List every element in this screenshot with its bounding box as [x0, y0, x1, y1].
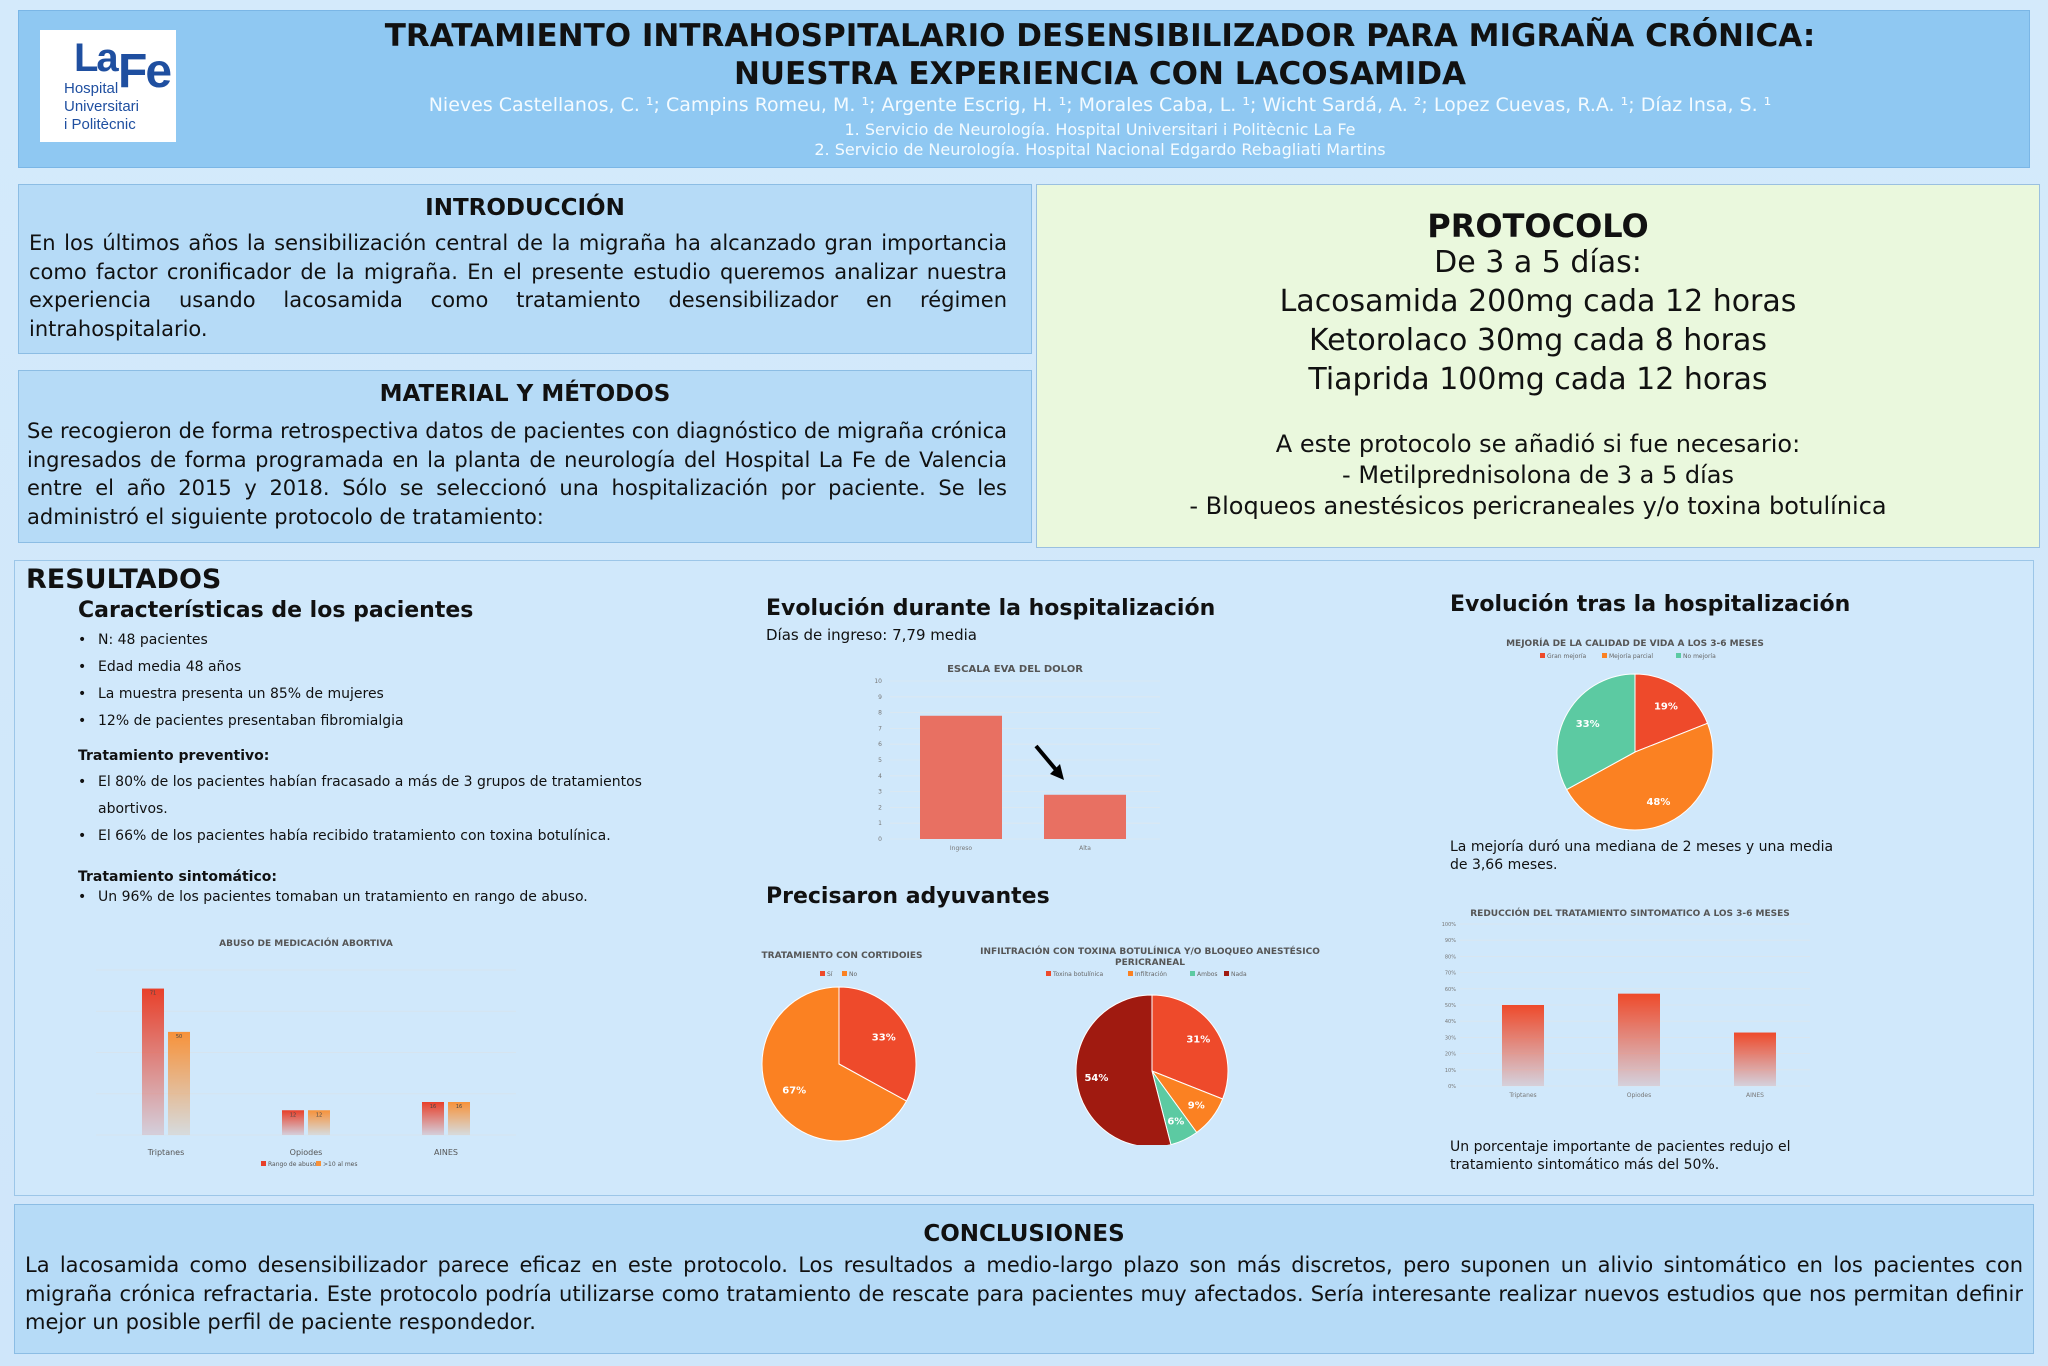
y-tick: 1 [878, 820, 882, 828]
tick-label: Triptanes [1509, 1092, 1537, 1099]
y-tick: 9 [878, 693, 882, 701]
authors: Nieves Castellanos, C. ¹; Campins Romeu, M. ¹; Argente Escrig, H. ¹; Morales Caba, L. ¹; Wicht Sardá, A. ²; Lopez Cuevas, R.A. ¹; Díaz Insa, S. ¹ [428, 94, 1772, 116]
data-label: 12 [315, 1112, 323, 1119]
legend-swatch [842, 971, 847, 976]
data-label: 33% [1575, 719, 1600, 731]
intro-panel [18, 184, 1032, 354]
legend-label: Toxina botulínica [1053, 971, 1104, 978]
legend-swatch [1540, 653, 1545, 658]
characteristics-title: Características de los pacientes [78, 598, 474, 623]
legend-swatch [261, 1161, 266, 1166]
list-item: • 12% de pacientes presentaban fibromialgia [78, 708, 638, 735]
affiliation-2: 2. Servicio de Neurología. Hospital Nacional Edgardo Rebagliati Martins [814, 140, 1386, 159]
y-tick: 10% [1444, 1067, 1456, 1074]
protocol-duration: De 3 a 5 días: [1434, 245, 1642, 280]
legend-label: Sí [827, 971, 833, 978]
tick-label: Opiodes [1626, 1092, 1652, 1099]
legend-label: No [849, 971, 858, 978]
legend-label: No mejoría [1683, 653, 1716, 660]
list-item: • La muestra presenta un 85% de mujeres [78, 681, 638, 708]
data-label: 9% [1187, 1100, 1205, 1112]
y-tick: 30% [1444, 1035, 1456, 1042]
results-title: RESULTADOS [26, 564, 222, 595]
data-label: 16 [455, 1104, 463, 1110]
protocol-drug-ketorolaco: Ketorolaco 30mg cada 8 horas [1308, 323, 1768, 358]
y-tick: 8 [878, 709, 882, 717]
legend-label: Infiltración [1135, 971, 1167, 978]
arrow-icon [1036, 746, 1064, 780]
data-label: 48% [1646, 796, 1671, 808]
chart-title: REDUCCIÓN DEL TRATAMIENTO SINTOMATICO A LOS 3-6 MESES [1470, 909, 1790, 919]
data-label: 67% [782, 1085, 807, 1097]
conclusions-text: La lacosamida como desensibilizador parece eficaz en este protocolo. Los resultados a medio-largo plazo son más discretos, pero suponen un alivio sintomático en los pacientes con migraña crónica refractaria. Este protocolo podría utilizarse como tratamiento de rescate para pacientes muy afectados. Sería interesante realizar nuevos estudios que nos permitan definir mejor un posible perfil de paciente respondedor. [25, 1253, 2023, 1334]
legend-swatch [1224, 971, 1229, 976]
tick-label: Opiodes [289, 1148, 323, 1157]
symptomatic-title: Tratamiento sintomático: [78, 869, 277, 885]
after-title: Evolución tras la hospitalización [1450, 592, 1851, 617]
preventive-list [78, 769, 658, 850]
legend-swatch [1602, 653, 1607, 658]
hospitalization-title: Evolución durante la hospitalización [766, 596, 1216, 621]
y-tick: 5 [878, 757, 882, 764]
logo-subtext: Hospital Universitari i Politècnic [64, 80, 140, 133]
bar-ingreso [920, 716, 1002, 839]
legend-swatch [1046, 971, 1051, 976]
methods-title: MATERIAL Y MÉTODOS [379, 381, 671, 407]
chart-title: ESCALA EVA DEL DOLOR [947, 664, 1083, 675]
chart-title: INFILTRACIÓN CON TOXINA BOTULÍNICA Y/O BLOQUEO ANESTÉSICO [980, 947, 1320, 957]
logo-fe: Fe [118, 45, 171, 98]
protocol-panel [1036, 184, 2040, 548]
legend-swatch [316, 1161, 321, 1166]
protocol-extra-1: - Metilprednisolona de 3 a 5 días [1342, 461, 1734, 489]
adjuvants-title: Precisaron adyuvantes [766, 884, 1050, 909]
tick-label: Ingreso [949, 845, 973, 852]
data-label: 12 [289, 1112, 297, 1119]
characteristics-list [78, 627, 638, 735]
poster-title-line1: TRATAMIENTO INTRAHOSPITALARIO DESENSIBILIZADOR PARA MIGRAÑA CRÓNICA: [384, 18, 1816, 54]
list-item: • N: 48 pacientes [78, 627, 638, 654]
data-label: 6% [1167, 1116, 1185, 1128]
quality-chart [1480, 632, 1790, 832]
y-tick: 80% [1444, 954, 1456, 961]
poster-title-line2: NUESTRA EXPERIENCIA CON LACOSAMIDA [733, 56, 1467, 92]
y-tick: 6 [878, 741, 882, 749]
tick-label: Alta [1079, 845, 1091, 852]
legend-label: Mejoría parcial [1609, 653, 1654, 660]
y-tick: 0% [1448, 1084, 1456, 1090]
bar-opiodes [1618, 994, 1660, 1086]
data-label: 31% [1186, 1034, 1211, 1046]
toxina-chart [980, 940, 1320, 1145]
y-tick: 70% [1444, 970, 1456, 977]
tick-label: Triptanes [147, 1148, 185, 1157]
legend-label: Nada [1231, 971, 1247, 978]
tick-label: AINES [434, 1148, 458, 1157]
legend-swatch [1676, 653, 1681, 658]
conclusions-title: CONCLUSIONES [923, 1221, 1125, 1247]
reduction-chart [1440, 900, 1820, 1110]
legend-label: Ambos [1197, 971, 1218, 978]
legend-label: Gran mejoría [1547, 653, 1587, 660]
bar-10almes [168, 1032, 190, 1135]
legend-label: >10 al mes [323, 1161, 358, 1168]
methods-panel [18, 370, 1032, 543]
protocol-extra-2: - Bloqueos anestésicos pericraneales y/o toxina botulínica [1189, 492, 1887, 520]
bar-rangodeabuso [142, 989, 164, 1135]
chart-title: PERICRANEAL [1115, 958, 1185, 968]
y-tick: 7 [878, 725, 882, 733]
data-label: 71 [149, 990, 157, 997]
y-tick: 100% [1441, 922, 1456, 928]
hospitalization-days: Días de ingreso: 7,79 media [766, 626, 977, 644]
chart-title: MEJORÍA DE LA CALIDAD DE VIDA A LOS 3-6 MESES [1506, 639, 1764, 649]
list-item: • Edad media 48 años [78, 654, 638, 681]
chart-title: TRATAMIENTO CON CORTIDOIES [761, 951, 923, 961]
protocol-drug-tiaprida: Tiaprida 100mg cada 12 horas [1308, 362, 1768, 397]
y-tick: 20% [1444, 1051, 1456, 1058]
bar-triptanes [1502, 1005, 1544, 1086]
chart-title: ABUSO DE MEDICACIÓN ABORTIVA [219, 939, 393, 949]
y-tick: 0 [878, 836, 882, 843]
y-tick: 90% [1444, 938, 1456, 945]
hospital-logo [40, 30, 176, 142]
legend-swatch [820, 971, 825, 976]
conclusions-panel [14, 1204, 2034, 1354]
symptomatic-list [78, 882, 658, 912]
protocol-title: PROTOCOLO [1427, 207, 1649, 245]
protocol-addition: A este protocolo se añadió si fue necesario: [1275, 430, 1801, 458]
abuse-chart [96, 930, 516, 1170]
data-label: 50 [175, 1033, 183, 1040]
preventive-title: Tratamiento preventivo: [78, 748, 270, 764]
protocol-drug-lacosamida: Lacosamida 200mg cada 12 horas [1279, 284, 1797, 319]
list-item: • El 66% de los pacientes había recibido tratamiento con toxina botulínica. [78, 823, 658, 850]
y-tick: 40% [1444, 1019, 1456, 1026]
legend-swatch [1128, 971, 1133, 976]
legend-label: Rango de abuso [268, 1161, 317, 1168]
after-note-reduction: Un porcentaje importante de pacientes redujo el tratamiento sintomático más del 50%. [1450, 1139, 1791, 1173]
data-label: 54% [1084, 1073, 1109, 1085]
bar-aines [1734, 1033, 1776, 1086]
data-label: 16 [429, 1104, 437, 1110]
y-tick: 3 [878, 788, 882, 796]
legend-swatch [1190, 971, 1195, 976]
y-tick: 50% [1444, 1003, 1456, 1009]
list-item: • Un 96% de los pacientes tomaban un tratamiento en rango de abuso. [78, 882, 658, 912]
logo-la: La [74, 36, 117, 80]
data-label: 33% [871, 1032, 896, 1044]
tick-label: AINES [1746, 1092, 1764, 1099]
after-note-duration: La mejoría duró una mediana de 2 meses y una media de 3,66 meses. [1450, 839, 1834, 873]
list-item: • El 80% de los pacientes habían fracasado a más de 3 grupos de tratamientos abortivos. [78, 769, 658, 823]
y-tick: 2 [878, 804, 882, 812]
y-tick: 60% [1444, 986, 1456, 993]
cortico-chart [752, 944, 932, 1144]
eva-chart [870, 656, 1160, 856]
intro-title: INTRODUCCIÓN [425, 195, 625, 221]
methods-text: Se recogieron de forma retrospectiva datos de pacientes con diagnóstico de migraña crónica ingresados de forma programada en la planta de neurología del Hospital La Fe de Valencia entre el año 2015 y 2018. Sólo se seleccionó una hospitalización por paciente. Se les administró el siguiente protocolo de tratamiento: [27, 419, 1007, 529]
intro-text: En los últimos años la sensibilización central de la migraña ha alcanzado gran importancia como factor cronificador de la migraña. En el presente estudio queremos analizar nuestra experiencia usando lacosamida como tratamiento desensibilizador en régimen intrahospitalario. [29, 231, 1007, 341]
y-tick: 10 [874, 678, 882, 685]
data-label: 19% [1653, 701, 1678, 713]
bar-alta [1044, 795, 1126, 839]
affiliation-1: 1. Servicio de Neurología. Hospital Universitari i Politècnic La Fe [844, 120, 1356, 139]
y-tick: 4 [878, 772, 882, 780]
